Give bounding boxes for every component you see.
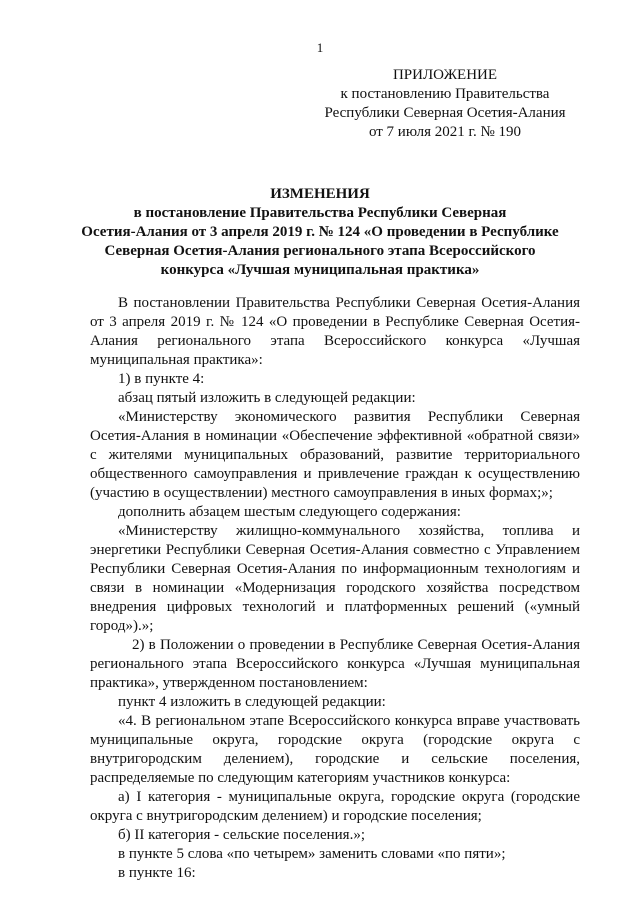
paragraph: 1) в пункте 4: [118, 371, 205, 387]
paragraph: абзац пятый изложить в следующей редакции: [118, 390, 416, 406]
paragraph: пункт 4 изложить в следующей редакции: [118, 694, 386, 710]
paragraph: в пункте 16: [118, 865, 196, 881]
paragraph: дополнить абзацем шестым следующего содержания: [118, 504, 461, 520]
paragraph: а) I категория - муниципальные округа, городские округа (городские округа с внутригородским делением) и городские поселения; [90, 789, 580, 824]
appendix-line: Республики Северная Осетия-Алания [324, 105, 566, 121]
paragraph: б) II категория - сельские поселения.»; [118, 827, 365, 843]
paragraph: В постановлении Правительства Республики Северная Осетия-Алания от 3 апреля 2019 г. № 124 «О проведении в Республике Северная Осетия-Алания регионального этапа Всероссийского конкурса «Лучшая муниципальная практика»: [90, 295, 580, 368]
document-body [90, 294, 580, 883]
heading-line: Северная Осетия-Алания регионального этапа Всероссийского [104, 243, 536, 259]
paragraph: 2) в Положении о проведении в Республике Северная Осетия-Алания регионального этапа Всероссийского конкурса «Лучшая муниципальная практика», утвержденном постановлением: [90, 637, 580, 691]
paragraph: «Министерству экономического развития Республики Северная Осетия-Алания в номинации «Обеспечение эффективной «обратной связи» с жителями муниципальных образований, развитие территориального общественного самоуправления и привлечение граждан к осуществлению (участию в осуществлении) местного самоуправления в иных формах;»; [90, 409, 580, 501]
paragraph: в пункте 5 слова «по четырем» заменить словами «по пяти»; [118, 846, 506, 862]
appendix-line: к постановлению Правительства [340, 86, 550, 102]
heading-line: конкурса «Лучшая муниципальная практика» [160, 262, 480, 278]
document-heading [60, 185, 580, 280]
appendix-line: от 7 июля 2021 г. № 190 [368, 124, 522, 140]
paragraph: «Министерству жилищно-коммунального хозяйства, топлива и энергетики Республики Северная Осетия-Алания совместно с Управлением Республики Северная Осетия-Алания по информационным технологиям и связи в номинации «Модернизация городского хозяйства посредством внедрения цифровых технологий и платформенных решений («умный город»).»; [90, 523, 580, 634]
paragraph: «4. В региональном этапе Всероссийского конкурса вправе участвовать муниципальные округа, городские округа (городские округа с внутригородским делением), городские и сельские поселения, распределяемые по следующим категориям участников конкурса: [90, 713, 580, 786]
appendix-block [300, 66, 590, 142]
appendix-title: ПРИЛОЖЕНИЕ [392, 67, 498, 83]
heading-line: Осетия-Алания от 3 апреля 2019 г. № 124 «О проведении в Республике [81, 224, 559, 240]
heading-line: в постановление Правительства Республики Северная [133, 205, 507, 221]
page-number: 1 [316, 40, 324, 55]
heading-title: ИЗМЕНЕНИЯ [270, 186, 370, 202]
